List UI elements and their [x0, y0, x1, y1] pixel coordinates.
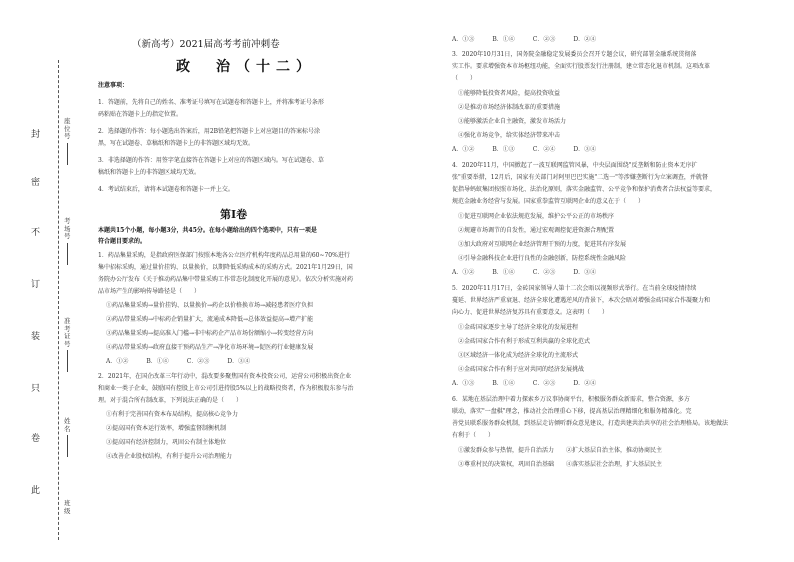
question-text: 促指导蚂蚁集团按照市场化、法治化原则，落实金融监管、公平竞争和保护消费者合法权益等要求，	[452, 186, 717, 193]
question-option: ①有利于完善国有资本布局结构，提高核心竞争力	[106, 411, 239, 418]
answer-choices: A．①② B．①③ C．②④ D．③④	[452, 146, 597, 153]
question-text: 有利于（ ）	[452, 432, 495, 439]
question-option: ①金砖国家逐步主导了经济全球化的发展进程	[458, 324, 579, 331]
question-text: 规范金融业务经营与发展。国家重拳监管互联网企业的意义在于（ ）	[452, 198, 645, 205]
exam-room-field	[64, 218, 74, 265]
question-option: ①能够降低投资者风险，提高投资收益	[458, 90, 561, 97]
seat-number-field	[64, 118, 74, 165]
binding-glyph: 密	[31, 178, 41, 188]
question-option: ③尊重村民的决策权，巩固自治基础 ④落实基层社会治理，扩大基层民主	[458, 461, 663, 468]
question-option: ②金砖国家合作有利于形成互利共赢的全球化范式	[458, 338, 591, 345]
question-text: 品市场产生的影响传导路径是（ ）	[98, 288, 201, 295]
exam-number-label: 准考证号	[64, 317, 71, 348]
question-option: ③能够激活企业自主融资，激发市场活力	[458, 118, 567, 125]
answer-choices: A．①③ B．①④ C．②③ D．②④	[452, 380, 597, 387]
notice-line: 1．答题前，先将自己的姓名、准考证号填写在试题卷和答题卡上，并将准考证号条形	[98, 99, 324, 106]
question-text: 3．2020年10月31日，国务院金融稳定发展委员会召开专题会议，研究部署金融系统贯彻落	[452, 51, 697, 58]
exam-number-field	[64, 318, 74, 372]
class-field	[64, 500, 74, 515]
section-title: 第Ⅰ卷	[220, 208, 248, 221]
question-option: ④药品带量采购→政府直接干预药品生产→净化市场环境→促医药行业健康发展	[106, 344, 314, 351]
binding-glyph: 装	[31, 332, 41, 342]
subject-title: 政 治（十二）	[176, 59, 316, 75]
question-option: ④金砖国家合作有利于应对共同的经济发展挑战	[458, 366, 585, 373]
question-option: ③提高国有经济控制力，巩固公有制主体地位	[106, 439, 227, 446]
question-option: ④引导金融科技企业进行良性的金融创新，防控系统性金融风险	[458, 255, 627, 262]
question-text: 务院办公厅发布《关于推动药品集中带量采购工作常态化制度化开展的意见》。依次分析实施对药	[98, 276, 354, 283]
question-option: ②规避市场调节的自发性，通过宏观调控促进资源合理配置	[458, 227, 615, 234]
section-intro: 本题共15个小题，每小题3分，共45分。在每小题给出的四个选项中，只有一项是	[98, 227, 317, 234]
exam-title: （新高考）2021届高考考前冲刺卷	[132, 39, 280, 50]
question-text: 理。对于混合所有制改革，下列说法正确的是（ ）	[98, 397, 243, 404]
question-option: ③药品集量采购→提高准入门槛→非中标药企产品市场份额缩小→转变经营方向	[106, 330, 314, 337]
question-text: 6．某地在基层治理中着力探索乡万议事协商平台，积极服务群众新需求，整合资源，多方	[452, 396, 690, 403]
class-label: 班级	[64, 499, 71, 515]
question-text: 集中招标采购，通过量价挂钩、以量换价，以期降低采购成本的采购方式。2021年1月29日，国	[98, 264, 353, 271]
binding-glyph: 此	[31, 486, 41, 496]
question-text: 善党员联系服务群众机制，到基层走访倾听群众意见建议，打造共建共治共享的社会治理格局。该地做法	[452, 420, 729, 427]
question-text: （ ）	[452, 75, 477, 82]
question-option: ①药品集量采购→量价挂钩、以量换价→药企以价格换市场→减轻患者医疗负担	[106, 302, 314, 309]
question-text: 蔓延、世界经济严重衰退、经济全球化遭遇逆风的背景下，本次会晤对增强金砖国家合作凝聚力和	[452, 297, 711, 304]
notice-line: 黑，写在试题卷、草稿纸和答题卡上的非答题区域均无效。	[98, 140, 255, 147]
answer-choices: A．①② B．①④ C．②③ D．③④	[452, 269, 597, 276]
notice-line: 2．选择题的作答：每小题选出答案后，用2B铅笔把答题卡上对应题目的答案标号涂	[98, 128, 321, 135]
question-text: 向心力、促进世界经济复苏具有重要意义。这表明（ ）	[452, 309, 609, 316]
notice-heading: 注意事项：	[98, 82, 129, 89]
question-text: 1．药品集量采购，是指政府医保部门按照本地各公立医疗机构年度药品总用量的60~70%进行	[98, 252, 350, 259]
question-text: 4．2020年11月，中国掀起了一波互联网监管风暴，中央层面围绕"反垄断和防止资本无序扩	[452, 162, 698, 169]
notice-line: 3．非选择题的作答：用签字笔直接答在答题卡上对应的答题区域内。写在试题卷、草	[98, 157, 324, 164]
binding-dashed-line	[58, 60, 59, 540]
question-option: ④强化市场竞争，给实体经济带来冲击	[458, 132, 561, 139]
name-label: 姓名	[64, 417, 71, 433]
section-intro: 符合题目要求的。	[98, 238, 147, 245]
notice-line: 稿纸和答题卡上的非答题区域均无效。	[98, 169, 201, 176]
question-text: 5．2020年11月17日，金砖国家领导人第十二次会晤以视频形式举行。在当前全球疫情持续	[452, 285, 697, 292]
question-option: ③加大政府对互联网企业经济管理干预的力度，促进其有序发展	[458, 241, 627, 248]
binding-margin	[0, 0, 90, 562]
binding-glyph: 不	[31, 228, 41, 238]
binding-glyph: 订	[31, 280, 41, 290]
seat-number-label: 座位号	[64, 117, 71, 141]
question-option: ③区域经济一体化成为经济全球化的主流形式	[458, 352, 579, 359]
question-option: ②提高国有资本运行效率，增强监督制衡机制	[106, 425, 227, 432]
question-text: 张"重要举措，12月后，国家有关部门对阿里巴巴实施"二选一"等涉嫌垄断行为立案调查，并就督	[452, 174, 708, 181]
binding-glyph: 卷	[31, 434, 41, 444]
name-field	[64, 418, 74, 457]
notice-line: 4．考试结束后，请将本试题卷和答题卡一并上交。	[98, 186, 234, 193]
binding-glyph: 封	[31, 130, 41, 140]
question-text: 2．2021年，在国企改革三年行动中，混改要多聚焦国有资本投资公司，运营公司积极出资企业	[98, 373, 352, 380]
notice-line: 码粘贴在答题卡上的指定位置。	[98, 111, 183, 118]
binding-glyph: 只	[31, 384, 41, 394]
exam-room-label: 考场号	[64, 217, 71, 241]
question-option: ②药品带量采购→中标药企销量扩大，流通成本降低→总体效益提高→增产扩能	[106, 316, 314, 323]
question-option: ①促进互联网企业依法规范发展，维护公平公正的市场秩序	[458, 213, 615, 220]
question-text: 联动，落实"一盘棋"理念，推动社会治理重心下移，提高基层治理精细化和服务精准化。完	[452, 408, 692, 415]
question-option: ②是推动市场经济体制改革的重要措施	[458, 104, 561, 111]
answer-choices: A．①② B．①④ C．②③ D．③④	[106, 358, 251, 365]
question-option: ④改善企业股权结构，有利于提升公司治理能力	[106, 453, 233, 460]
question-text: 和商业一类子企业，鼓励国有控股上市公司引进持股5%以上的战略投资者，作为积极股东参与治	[98, 385, 354, 392]
question-text: 实工作。要求增强资本市场枢纽功能，全面实行股票发行注册制，建立常态化退市机制。这项改革	[452, 63, 711, 70]
answer-choices: A．①③ B．①④ C．②③ D．②④	[452, 36, 597, 43]
question-option: ①激发群众参与热情，提升自治活力 ②扩大基层自治主体，推动协商民主	[458, 447, 663, 454]
